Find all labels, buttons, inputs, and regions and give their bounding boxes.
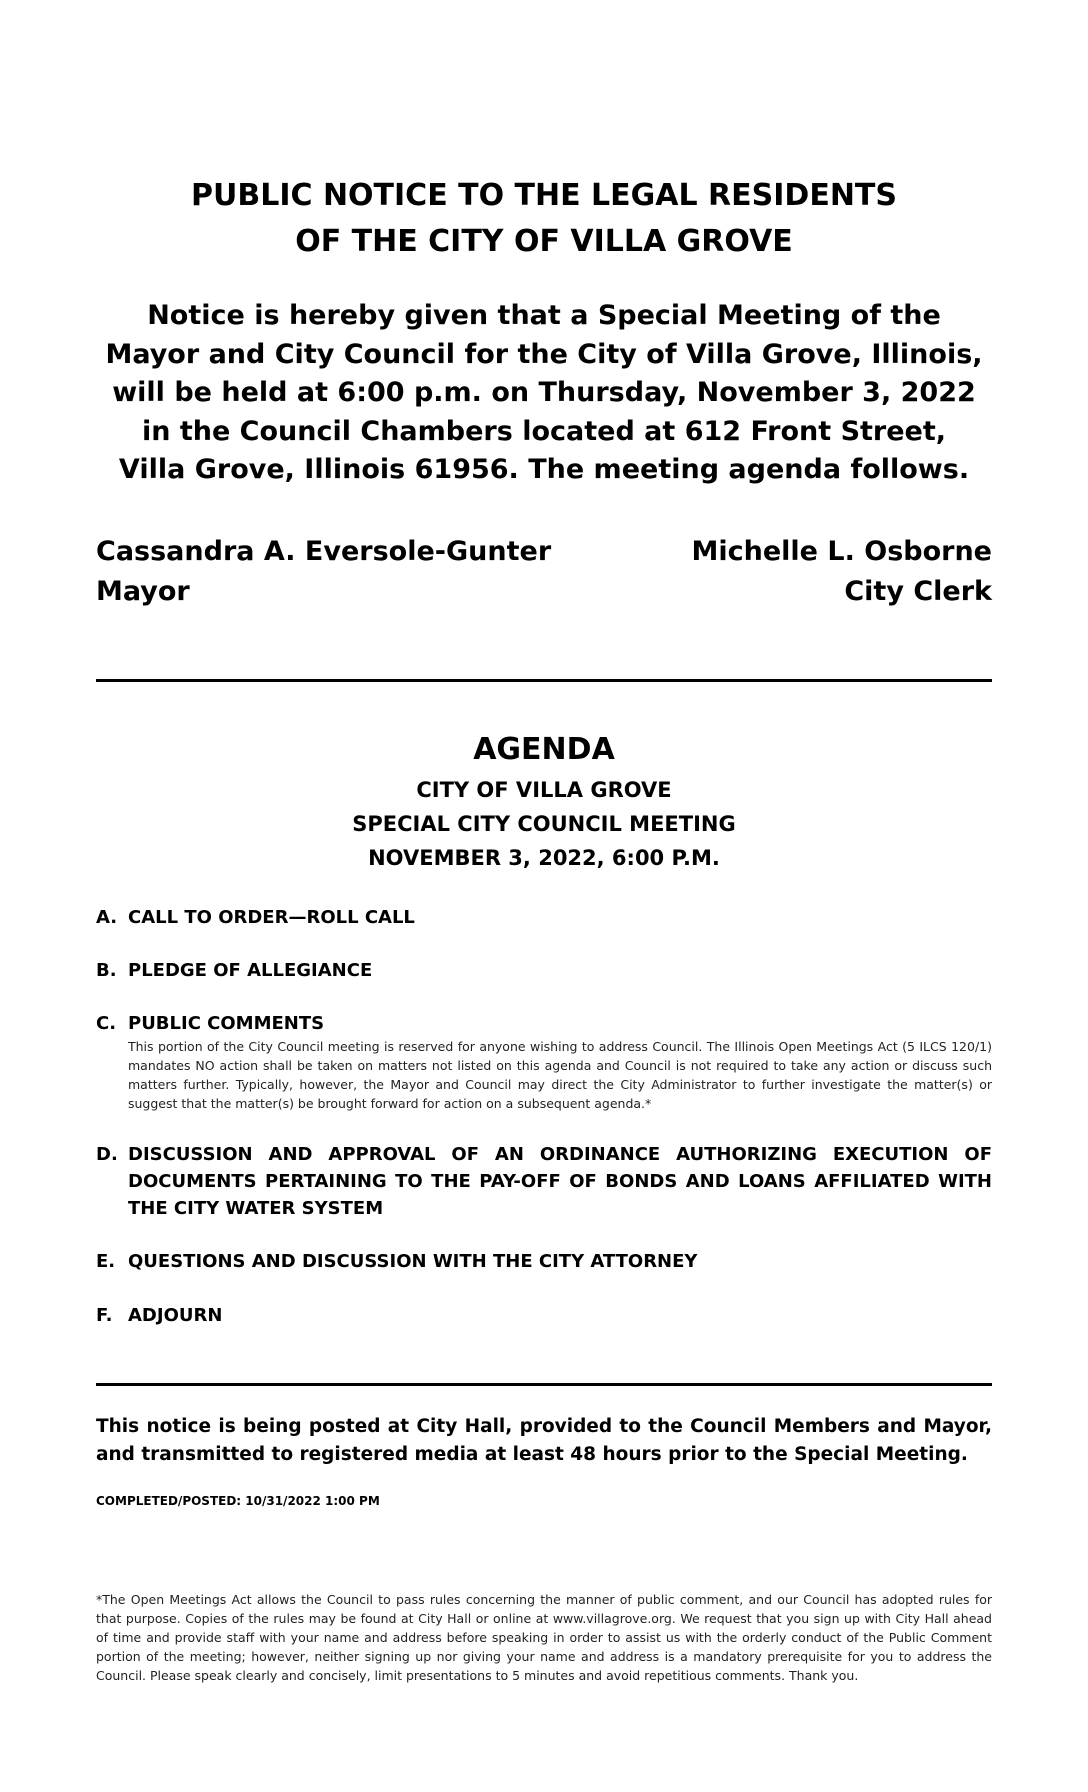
mayor-title: Mayor bbox=[96, 576, 190, 607]
agenda-item-letter: F. bbox=[96, 1305, 113, 1326]
notice-line: Notice is hereby given that a Special Meeting of the bbox=[147, 300, 941, 331]
agenda-item-letter: B. bbox=[96, 960, 117, 981]
notice-line: Villa Grove, Illinois 61956. The meeting agenda follows. bbox=[118, 454, 970, 485]
agenda-item-label: DISCUSSION AND APPROVAL OF AN ORDINANCE AUTHORIZING EXECUTION OF DOCUMENTS PERTAINING TO THE PAY-OFF OF BONDS AND LOANS AFFILIATED WITH THE CITY WATER SYSTEM bbox=[128, 1144, 992, 1219]
title-line-1: PUBLIC NOTICE TO THE LEGAL RESIDENTS bbox=[190, 178, 897, 213]
agenda-item-e bbox=[96, 1248, 992, 1275]
agenda-item-letter: E. bbox=[96, 1251, 116, 1272]
agenda-subtitle-line: SPECIAL CITY COUNCIL MEETING bbox=[352, 812, 736, 836]
agenda-item-label: ADJOURN bbox=[128, 1305, 223, 1326]
public-comments-description: This portion of the City Council meeting is reserved for anyone wishing to address Council. The Illinois Open Meetings Act (5 ILCS 120/1) mandates NO action shall be taken on matters not listed on this agenda and Council is not required to take any action or discuss such matters further. Typically, however, the Mayor and Council may direct the City Administrator to further investigate the matter(s) or suggest that the matter(s) be brought forward for action on a subsequent agenda.* bbox=[128, 1039, 992, 1111]
clerk-signature bbox=[692, 532, 993, 612]
agenda-item-letter: A. bbox=[96, 907, 118, 928]
agenda-title: AGENDA bbox=[473, 732, 615, 767]
agenda-item-label: PLEDGE OF ALLEGIANCE bbox=[128, 960, 373, 981]
footnote: *The Open Meetings Act allows the Council to pass rules concerning the manner of public comment, and our Council has adopted rules for that purpose. Copies of the rules may be found at City Hall or online at www.villagrove.org. We request that you sign up with City Hall ahead of time and provide staff with your name and address before speaking in order to assist us with the orderly conduct of the Public Comment portion of the meeting; however, neither signing up nor giving your name and address is a mandatory prerequisite for you to address the Council. Please speak clearly and concisely, limit presentations to 5 minutes and avoid repetitious comments. Thank you. bbox=[96, 1592, 992, 1683]
agenda-item-label: QUESTIONS AND DISCUSSION WITH THE CITY ATTORNEY bbox=[128, 1251, 698, 1272]
agenda-item-label: PUBLIC COMMENTS bbox=[128, 1013, 325, 1034]
notice-line: in the Council Chambers located at 612 Front Street, bbox=[141, 415, 947, 447]
posting-statement: This notice is being posted at City Hall, provided to the Council Members and Mayor, and transmitted to registered media at least 48 hours prior to the Special Meeting. bbox=[96, 1416, 992, 1465]
agenda-subtitle-line: CITY OF VILLA GROVE bbox=[416, 778, 672, 802]
agenda-item-d bbox=[96, 1141, 992, 1222]
agenda-item-a bbox=[96, 904, 992, 931]
mayor-name: Cassandra A. Eversole-Gunter bbox=[96, 536, 552, 567]
mayor-signature bbox=[96, 532, 551, 612]
clerk-name: Michelle L. Osborne bbox=[691, 536, 992, 567]
agenda-item-letter: D. bbox=[96, 1144, 118, 1165]
agenda-subtitle bbox=[0, 773, 1088, 875]
agenda-item-label: CALL TO ORDER—ROLL CALL bbox=[128, 907, 415, 928]
completed-posted-stamp: COMPLETED/POSTED: 10/31/2022 1:00 PM bbox=[96, 1494, 380, 1508]
agenda-item-c bbox=[96, 1010, 992, 1113]
divider-top bbox=[96, 679, 992, 682]
notice-line: will be held at 6:00 p.m. on Thursday, November 3, 2022 bbox=[112, 377, 976, 408]
notice-line: Mayor and City Council for the City of Villa Grove, Illinois, bbox=[105, 338, 983, 370]
divider-bottom bbox=[96, 1383, 992, 1386]
agenda-subtitle-line: NOVEMBER 3, 2022, 6:00 P.M. bbox=[368, 846, 720, 870]
agenda-item-letter: C. bbox=[96, 1013, 117, 1034]
clerk-title: City Clerk bbox=[844, 576, 992, 607]
meeting-notice bbox=[0, 297, 1088, 490]
agenda-item-b bbox=[96, 957, 992, 984]
agenda-item-f bbox=[96, 1302, 992, 1329]
document-title bbox=[0, 173, 1088, 265]
title-line-2: OF THE CITY OF VILLA GROVE bbox=[295, 224, 793, 259]
